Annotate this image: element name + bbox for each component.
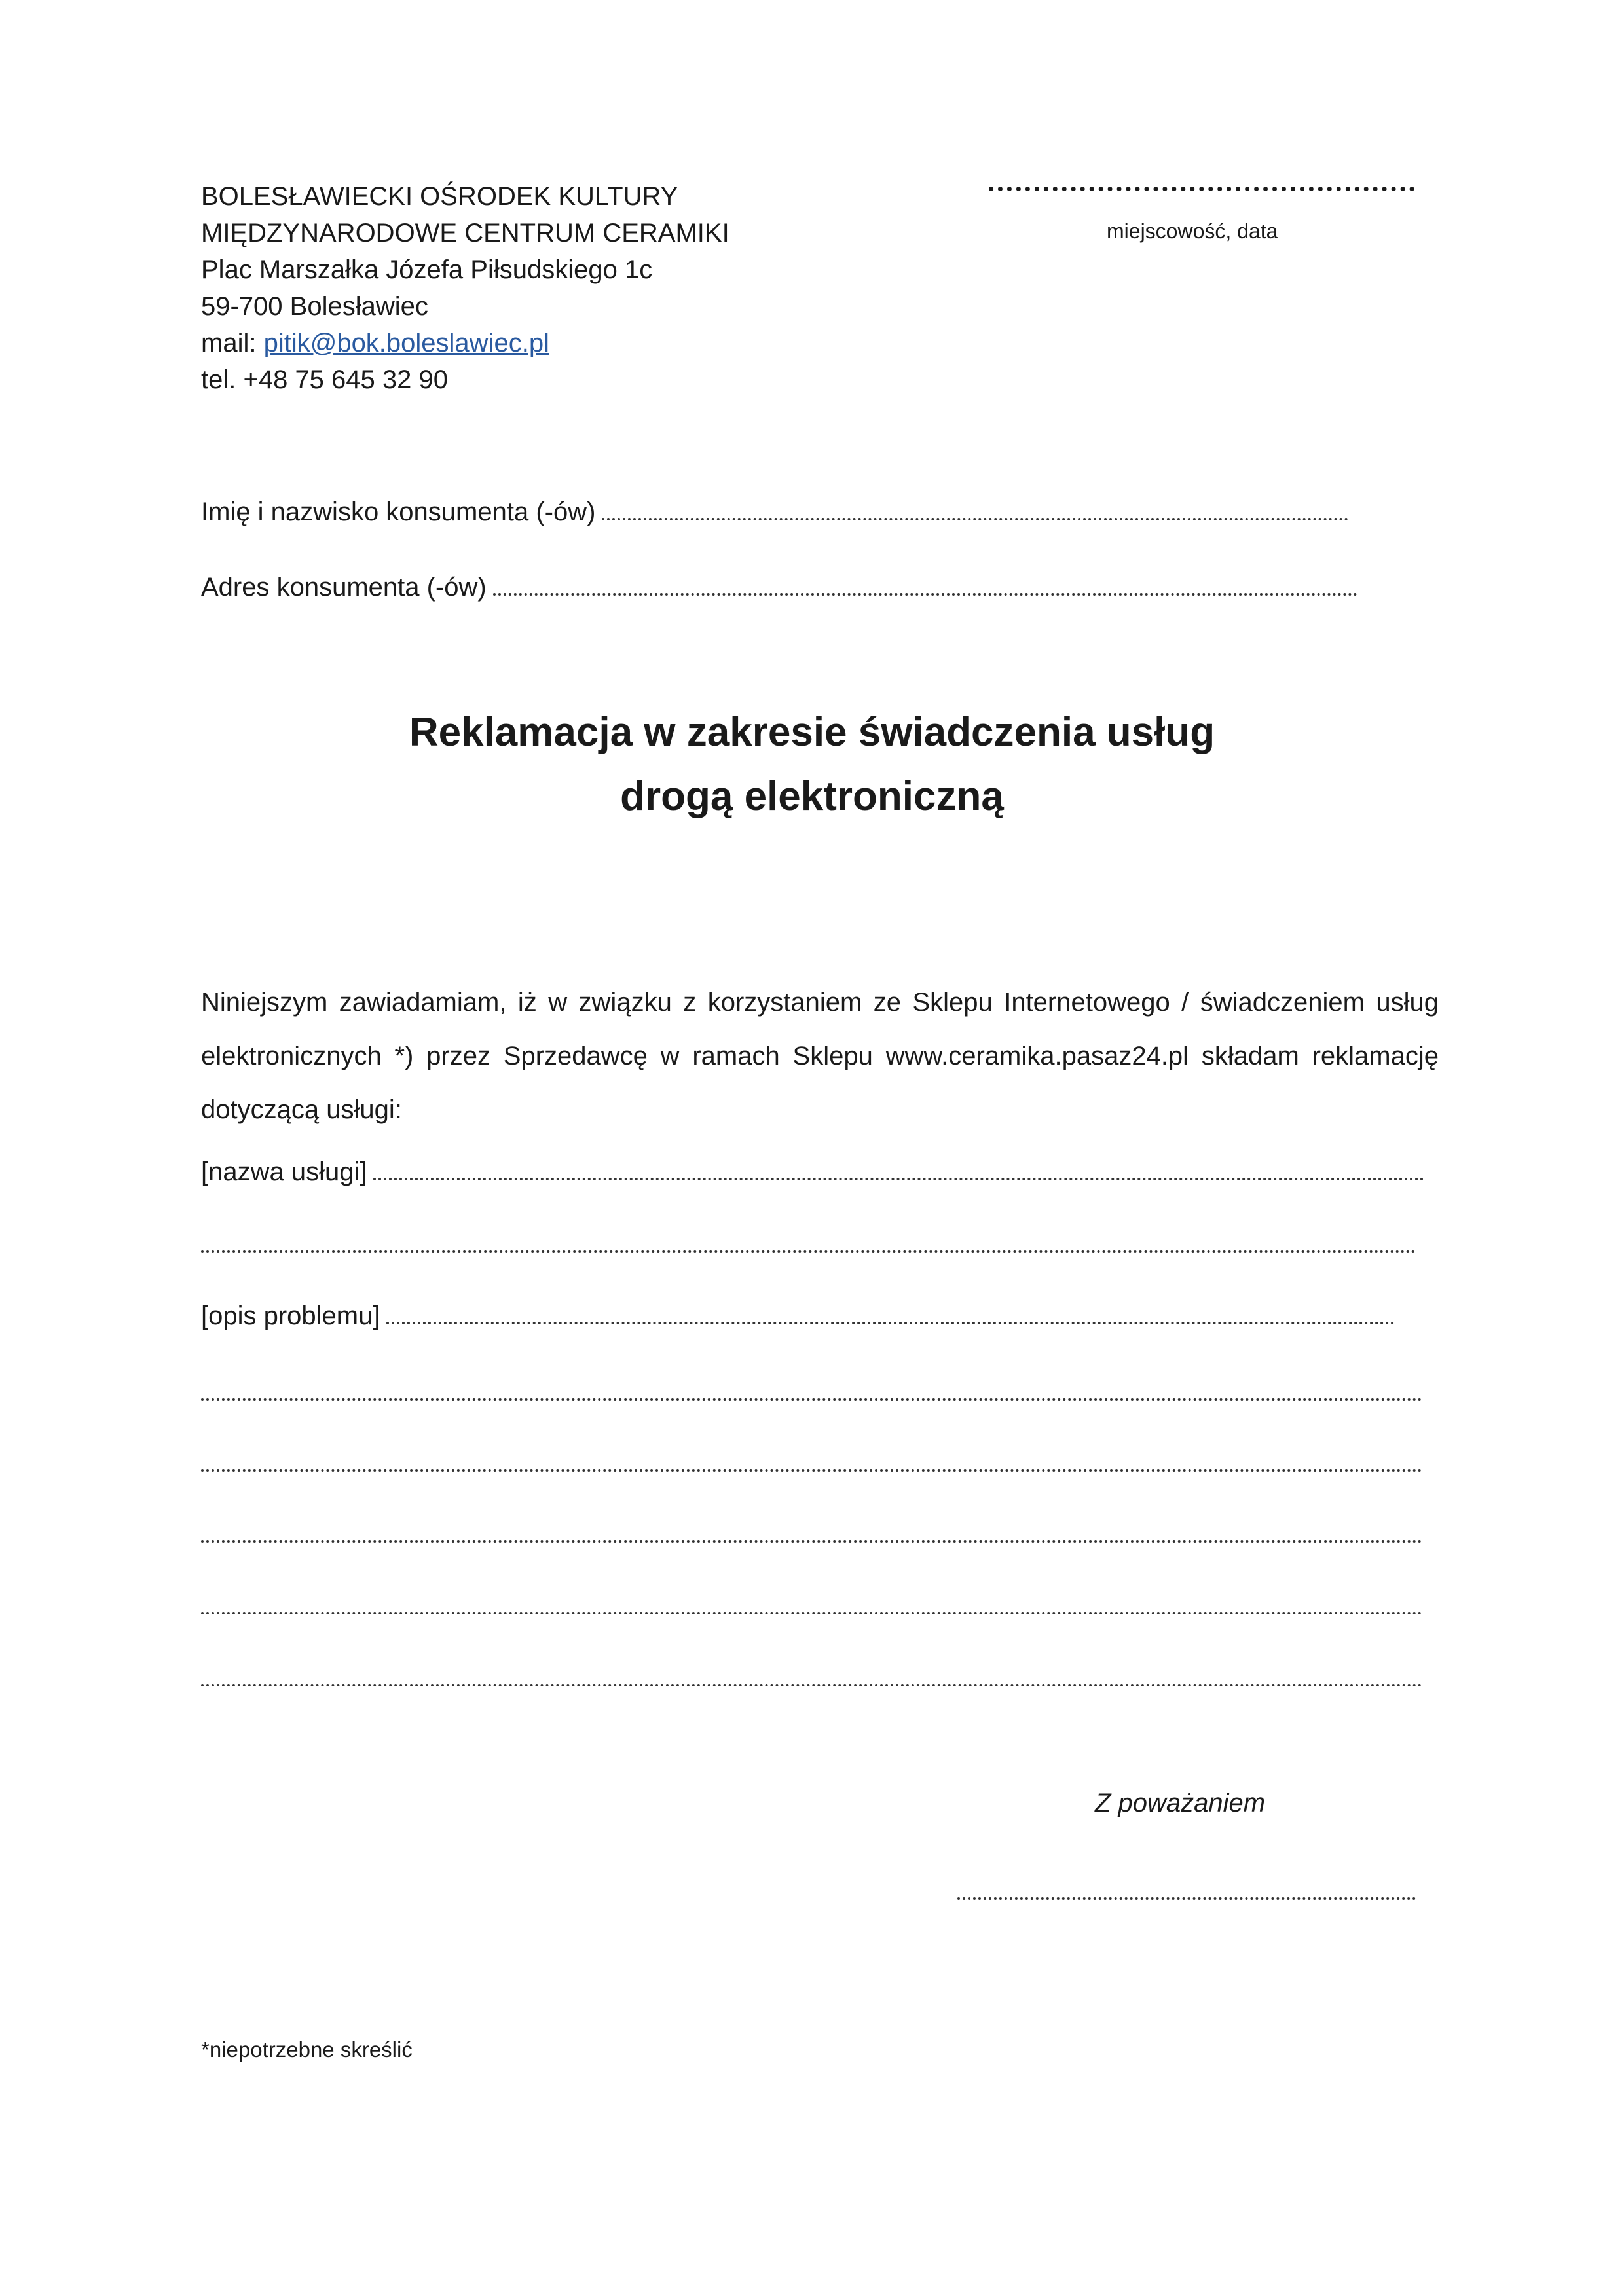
service-name-field[interactable] [373,1178,1424,1180]
sender-phone: tel. +48 75 645 32 90 [201,365,448,394]
signature-field[interactable] [957,1897,1416,1900]
title-line-1: Reklamacja w zakresie świadczenia usług [409,710,1215,755]
mail-label: mail: [201,329,264,357]
consumer-address-label: Adres konsumenta (-ów) [201,573,487,602]
sender-address [201,178,729,398]
service-name-field-line-2[interactable] [201,1250,1416,1253]
service-name-row [201,1157,1424,1187]
consumer-name-field[interactable] [602,518,1348,520]
consumer-address-row [201,573,1357,602]
sender-line-3: Plac Marszałka Józefa Piłsudskiego 1c [201,255,653,284]
consumer-name-label: Imię i nazwisko konsumenta (-ów) [201,498,596,526]
consumer-name-row [201,498,1348,527]
problem-field-line-6[interactable] [201,1684,1422,1686]
problem-field[interactable] [386,1322,1395,1324]
sender-mail [201,325,729,361]
problem-row [201,1302,1395,1331]
place-date-caption: miejscowość, data [1107,219,1278,243]
footnote: *niepotrzebne skreślić [201,2037,413,2062]
closing-regards: Z poważaniem [1095,1789,1266,1817]
sender-line-2: MIĘDZYNARODOWE CENTRUM CERAMIKI [201,219,729,247]
consumer-address-field[interactable] [493,593,1357,596]
sender-line-1: BOLESŁAWIECKI OŚRODEK KULTURY [201,182,678,211]
sender-line-4: 59-700 Bolesławiec [201,292,428,321]
place-date-field[interactable] [989,187,1414,191]
problem-field-line-4[interactable] [201,1540,1422,1543]
intro-paragraph: Niniejszym zawiadamiam, iż w związku z korzystaniem ze Sklepu Internetowego / świadczeniem usług elektronicznych *) przez Sprzedawcę w ramach Sklepu www.ceramika.pasaz24.pl składam reklamację dotyczącą usługi: [201,988,1439,1124]
mail-link[interactable]: pitik@bok.boleslawiec.pl [263,329,549,357]
document-title [0,701,1624,829]
problem-label: [opis problemu] [201,1302,380,1330]
problem-field-line-2[interactable] [201,1398,1422,1401]
problem-field-line-3[interactable] [201,1469,1422,1472]
title-line-2: drogą elektroniczną [620,774,1004,819]
problem-field-line-5[interactable] [201,1612,1422,1614]
service-name-label: [nazwa usługi] [201,1157,367,1186]
